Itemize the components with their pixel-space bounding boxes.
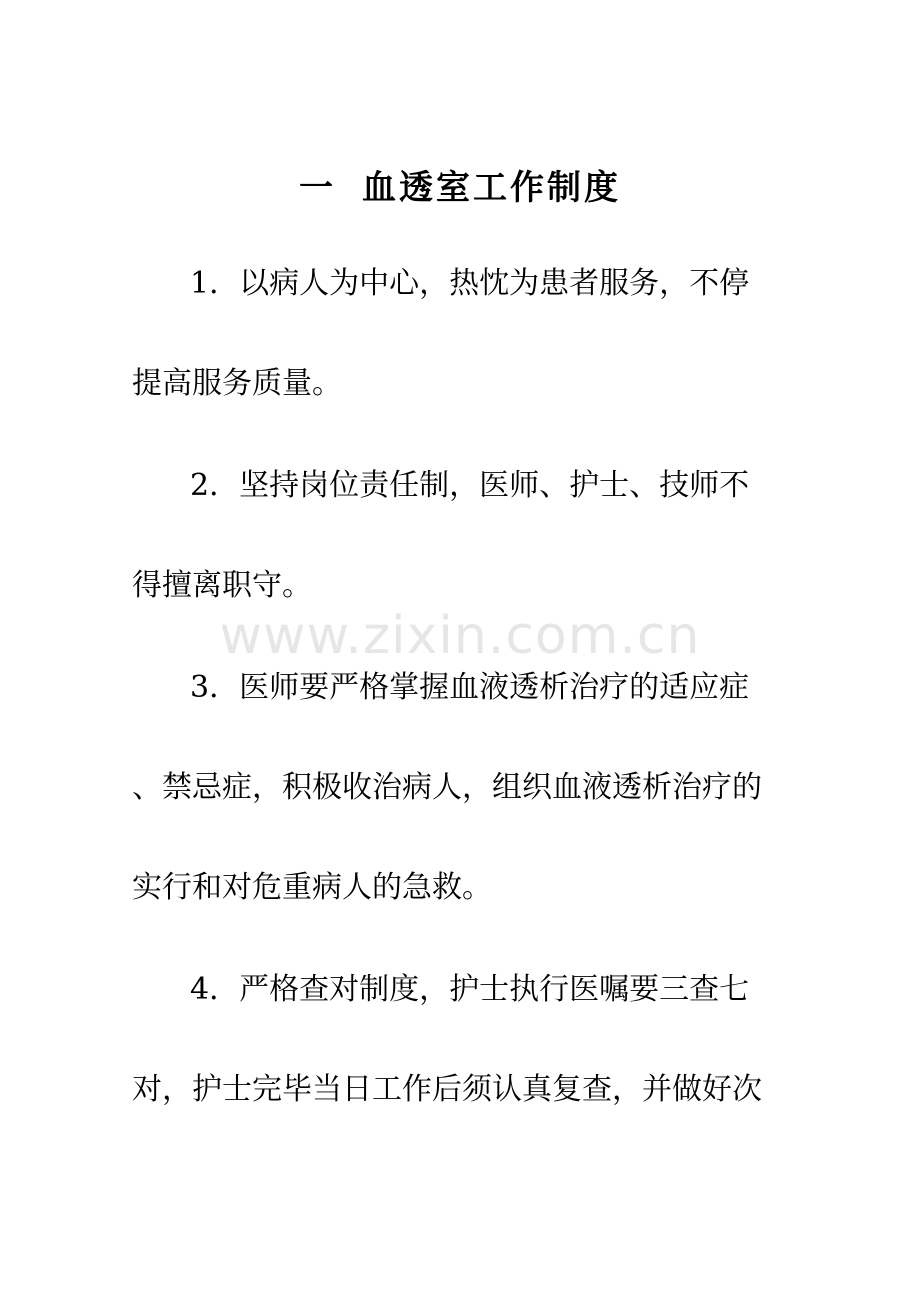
title-text: 血透室工作制度 — [362, 168, 621, 208]
paragraph-2-line-2: 得擅离职守。 — [132, 568, 312, 603]
paragraph-1-line-2: 提高服务质量。 — [132, 366, 342, 401]
page-title — [0, 160, 920, 209]
paragraph-4-line-1: 4．严格查对制度，护士执行医嘱要三查七 — [190, 972, 750, 1007]
watermark: www.zixin.com.cn — [219, 606, 701, 666]
paragraph-3-line-3: 实行和对危重病人的急救。 — [132, 870, 492, 905]
paragraph-4-line-2: 对，护士完毕当日工作后须认真复查，并做好次 — [132, 1072, 762, 1107]
paragraph-3-line-1: 3．医师要严格掌握血液透析治疗的适应症 — [190, 670, 750, 705]
paragraph-3-line-2: 、禁忌症，积极收治病人，组织血液透析治疗的 — [132, 770, 762, 805]
paragraph-1-line-1: 1．以病人为中心，热忱为患者服务，不停 — [190, 266, 750, 301]
paragraph-2-line-1: 2．坚持岗位责任制，医师、护士、技师不 — [190, 468, 750, 503]
title-number: 一 — [299, 168, 336, 208]
